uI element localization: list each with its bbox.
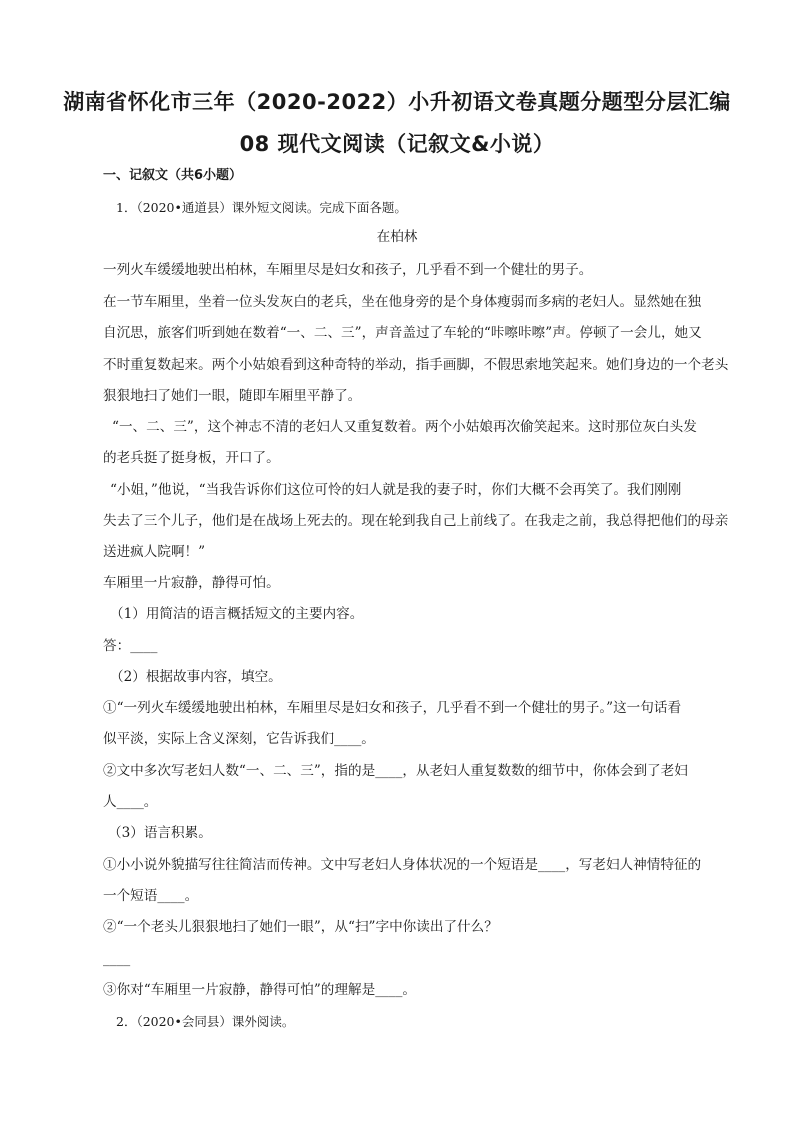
section-heading: 一、记叙文（共6小题） xyxy=(103,168,243,183)
answer-label: 答： xyxy=(103,638,131,654)
story-title: 在柏林 xyxy=(376,229,418,245)
sub-question-2a-line-1: ①“一列火车缓缓地驶出柏林，车厢里尽是妇女和孩子，几乎看不到一个健壮的男子。”这一句话看 xyxy=(103,700,682,716)
answer-line xyxy=(103,638,157,654)
question-2-intro: 2．（2020•会同县）课外阅读。 xyxy=(116,1014,295,1029)
story-paragraph-3-line-1: “一、二、三”，这个神志不清的老妇人又重复数着。两个小姑娘再次偷笑起来。这时那位灰白头发 xyxy=(112,419,697,435)
sub-question-3a-line-2: 一个短语____。 xyxy=(103,888,199,904)
document-subtitle: 08 现代文阅读（记叙文&小说） xyxy=(239,132,555,156)
story-paragraph-2-line-3: 不时重复数起来。两个小姑娘看到这种奇特的举动，指手画脚，不假思索地笑起来。她们身边的一个老头 xyxy=(103,357,729,373)
story-paragraph-4-line-2: 失去了三个儿子，他们是在战场上死去的。现在轮到我自己上前线了。在我走之前，我总得把他们的母亲 xyxy=(103,513,729,529)
sub-question-3a-line-1: ①小小说外貌描写往往简洁而传神。文中写老妇人身体状况的一个短语是____，写老妇人神情特征的 xyxy=(103,857,702,873)
sub-question-2b-line-2: 人____。 xyxy=(103,794,158,810)
story-paragraph-3-line-2: 的老兵挺了挺身板，开口了。 xyxy=(103,450,280,466)
sub-question-1: （1）用简洁的语言概括短文的主要内容。 xyxy=(110,606,364,622)
story-paragraph-2-line-2: 自沉思，旅客们听到她在数着“一、二、三”，声音盖过了车轮的“咔嚓咔嚓”声。停顿了一会儿，她又 xyxy=(103,325,702,341)
document-title: 湖南省怀化市三年（2020-2022）小升初语文卷真题分题型分层汇编 xyxy=(63,90,731,114)
sub-question-2b-line-1: ②文中多次写老妇人数“一、二、三”，指的是____，从老妇人重复数数的细节中，你体会到了老妇 xyxy=(103,763,688,779)
fill-blank: ____ xyxy=(375,763,403,779)
story-paragraph-4-line-3: 送进疯人院啊！” xyxy=(103,544,206,560)
story-paragraph-5: 车厢里一片寂静，静得可怕。 xyxy=(103,575,280,591)
sub-question-3b: ②“一个老头儿狠狠地扫了她们一眼”，从“扫”字中你读出了什么？ xyxy=(103,919,498,935)
fill-blank: ____ xyxy=(334,731,362,747)
story-paragraph-4-line-1: “小姐，”他说，“当我告诉你们这位可怜的妇人就是我的妻子时，你们大概不会再笑了。我们刚刚 xyxy=(110,482,682,498)
fill-blank: ____ xyxy=(157,888,185,904)
sub-question-3c: ③你对“车厢里一片寂静，静得可怕”的理解是____。 xyxy=(103,982,416,998)
story-paragraph-2-line-4: 狠狠地扫了她们一眼，随即车厢里平静了。 xyxy=(103,388,362,404)
story-paragraph-1: 一列火车缓缓地驶出柏林，车厢里尽是妇女和孩子，几乎看不到一个健壮的男子。 xyxy=(103,262,593,278)
question-1-intro: 1．（2020•通道县）课外短文阅读。完成下面各题。 xyxy=(116,200,407,215)
answer-blank: ____ xyxy=(130,638,158,654)
fill-blank: ____ xyxy=(375,982,403,998)
fill-blank: ____ xyxy=(116,794,144,810)
sub-question-2: （2）根据故事内容，填空。 xyxy=(110,669,282,685)
sub-question-3b-blank: ____ xyxy=(103,951,131,967)
sub-question-3: （3）语言积累。 xyxy=(108,825,212,841)
sub-question-2a-line-2: 似平淡，实际上含义深刻，它告诉我们____。 xyxy=(103,731,375,747)
story-paragraph-2-line-1: 在一节车厢里，坐着一位头发灰白的老兵，坐在他身旁的是个身体瘦弱而多病的老妇人。显然她在独 xyxy=(103,294,702,310)
fill-blank: ____ xyxy=(538,857,566,873)
